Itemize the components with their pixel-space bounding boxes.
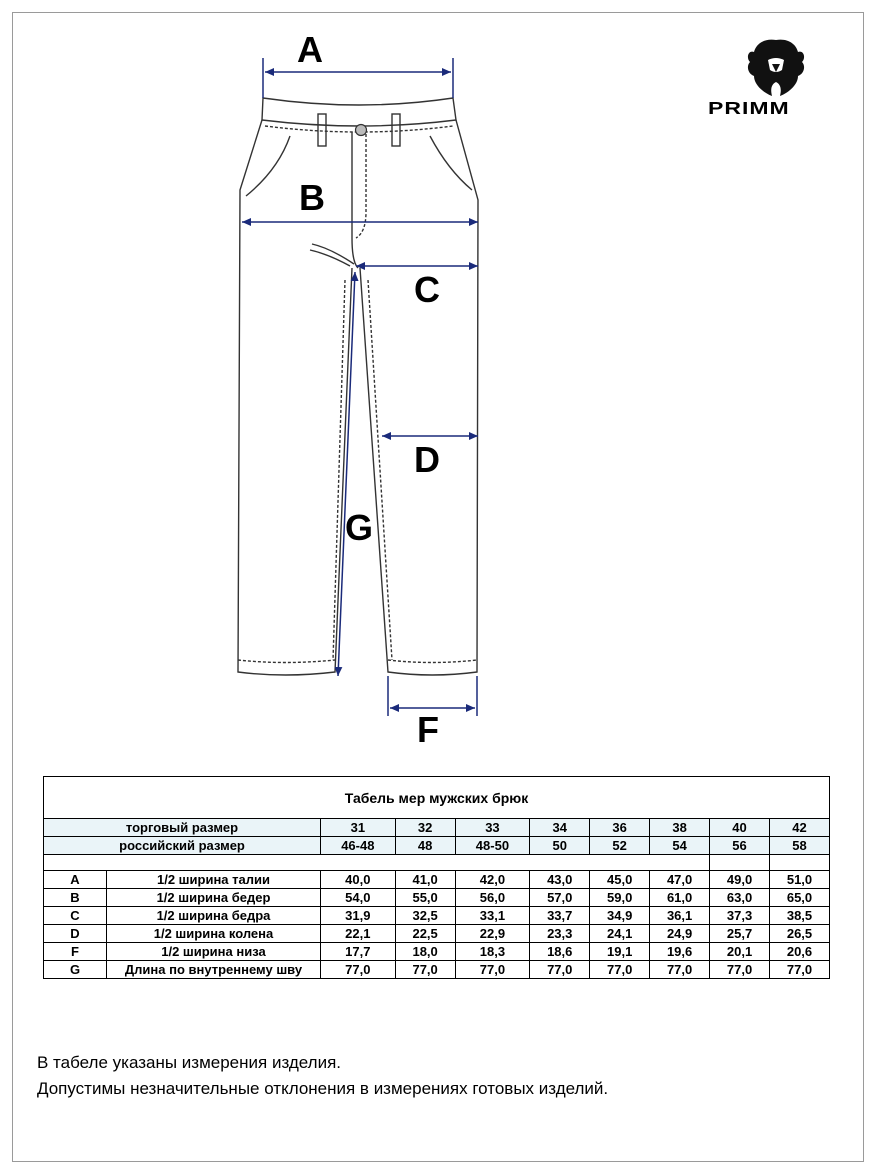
value-cell: 49,0	[710, 871, 770, 889]
size-table	[43, 776, 830, 979]
value-cell: 22,9	[455, 925, 530, 943]
ru-size-label: российский размер	[44, 837, 321, 855]
value-cell: 18,0	[395, 943, 455, 961]
table-row	[44, 961, 830, 979]
value-cell: 61,0	[650, 889, 710, 907]
trade-size-cell: 38	[650, 819, 710, 837]
value-cell: 38,5	[770, 907, 830, 925]
note-line-1: В табеле указаны измерения изделия.	[37, 1053, 342, 1072]
table-title: Табель мер мужских брюк	[44, 777, 830, 819]
value-cell: 77,0	[455, 961, 530, 979]
ru-size-cell: 50	[530, 837, 590, 855]
trousers-outline	[238, 98, 478, 675]
value-cell: 36,1	[650, 907, 710, 925]
ru-size-cell: 56	[710, 837, 770, 855]
value-cell: 77,0	[530, 961, 590, 979]
ru-size-cell: 52	[590, 837, 650, 855]
value-cell: 55,0	[395, 889, 455, 907]
ru-size-cell: 48	[395, 837, 455, 855]
value-cell: 43,0	[530, 871, 590, 889]
measure-code: B	[44, 889, 107, 907]
value-cell: 77,0	[710, 961, 770, 979]
value-cell: 56,0	[455, 889, 530, 907]
value-cell: 33,1	[455, 907, 530, 925]
value-cell: 17,7	[321, 943, 396, 961]
ru-size-row	[44, 837, 830, 855]
value-cell: 59,0	[590, 889, 650, 907]
value-cell: 77,0	[590, 961, 650, 979]
value-cell: 42,0	[455, 871, 530, 889]
table-row	[44, 925, 830, 943]
value-cell: 77,0	[770, 961, 830, 979]
ru-size-cell: 48-50	[455, 837, 530, 855]
value-cell: 65,0	[770, 889, 830, 907]
trade-size-cell: 36	[590, 819, 650, 837]
value-cell: 41,0	[395, 871, 455, 889]
dimension-label-c: C	[414, 269, 440, 310]
table-row	[44, 889, 830, 907]
trade-size-cell: 32	[395, 819, 455, 837]
value-cell: 40,0	[321, 871, 396, 889]
dimension-label-a: A	[297, 29, 323, 70]
trade-size-label: торговый размер	[44, 819, 321, 837]
value-cell: 51,0	[770, 871, 830, 889]
ru-size-cell: 58	[770, 837, 830, 855]
value-cell: 37,3	[710, 907, 770, 925]
value-cell: 19,6	[650, 943, 710, 961]
value-cell: 26,5	[770, 925, 830, 943]
measure-code: G	[44, 961, 107, 979]
trade-size-cell: 42	[770, 819, 830, 837]
spacer-row	[44, 855, 830, 871]
value-cell: 57,0	[530, 889, 590, 907]
button-icon	[356, 125, 367, 136]
measure-code: A	[44, 871, 107, 889]
value-cell: 34,9	[590, 907, 650, 925]
value-cell: 63,0	[710, 889, 770, 907]
value-cell: 32,5	[395, 907, 455, 925]
trade-size-cell: 31	[321, 819, 396, 837]
value-cell: 20,6	[770, 943, 830, 961]
measure-name: 1/2 ширина талии	[107, 871, 321, 889]
value-cell: 22,1	[321, 925, 396, 943]
trade-size-row	[44, 819, 830, 837]
measure-name: 1/2 ширина бедра	[107, 907, 321, 925]
ru-size-cell: 46-48	[321, 837, 396, 855]
dimension-label-g: G	[345, 507, 374, 548]
value-cell: 33,7	[530, 907, 590, 925]
value-cell: 77,0	[321, 961, 396, 979]
measure-name: 1/2 ширина низа	[107, 943, 321, 961]
value-cell: 18,6	[530, 943, 590, 961]
value-cell: 77,0	[650, 961, 710, 979]
value-cell: 25,7	[710, 925, 770, 943]
measure-name: 1/2 ширина бедер	[107, 889, 321, 907]
value-cell: 20,1	[710, 943, 770, 961]
value-cell: 31,9	[321, 907, 396, 925]
value-cell: 19,1	[590, 943, 650, 961]
dimension-label-f: F	[417, 709, 439, 750]
note-line-2: Допустимы незначительные отклонения в измерениях готовых изделий.	[37, 1079, 609, 1098]
measure-code: F	[44, 943, 107, 961]
measure-name: 1/2 ширина колена	[107, 925, 321, 943]
trade-size-cell: 40	[710, 819, 770, 837]
trade-size-cell: 34	[530, 819, 590, 837]
value-cell: 24,1	[590, 925, 650, 943]
measure-code: C	[44, 907, 107, 925]
trade-size-cell: 33	[455, 819, 530, 837]
brand-name: PRIMM	[708, 98, 790, 118]
ru-size-cell: 54	[650, 837, 710, 855]
dimension-label-d: D	[414, 439, 440, 480]
table-row	[44, 943, 830, 961]
measure-code: D	[44, 925, 107, 943]
value-cell: 47,0	[650, 871, 710, 889]
measure-name: Длина по внутреннему шву	[107, 961, 321, 979]
value-cell: 23,3	[530, 925, 590, 943]
dimension-label-b: B	[299, 177, 325, 218]
value-cell: 45,0	[590, 871, 650, 889]
value-cell: 18,3	[455, 943, 530, 961]
table-row	[44, 871, 830, 889]
value-cell: 54,0	[321, 889, 396, 907]
value-cell: 22,5	[395, 925, 455, 943]
value-cell: 24,9	[650, 925, 710, 943]
value-cell: 77,0	[395, 961, 455, 979]
table-row	[44, 907, 830, 925]
